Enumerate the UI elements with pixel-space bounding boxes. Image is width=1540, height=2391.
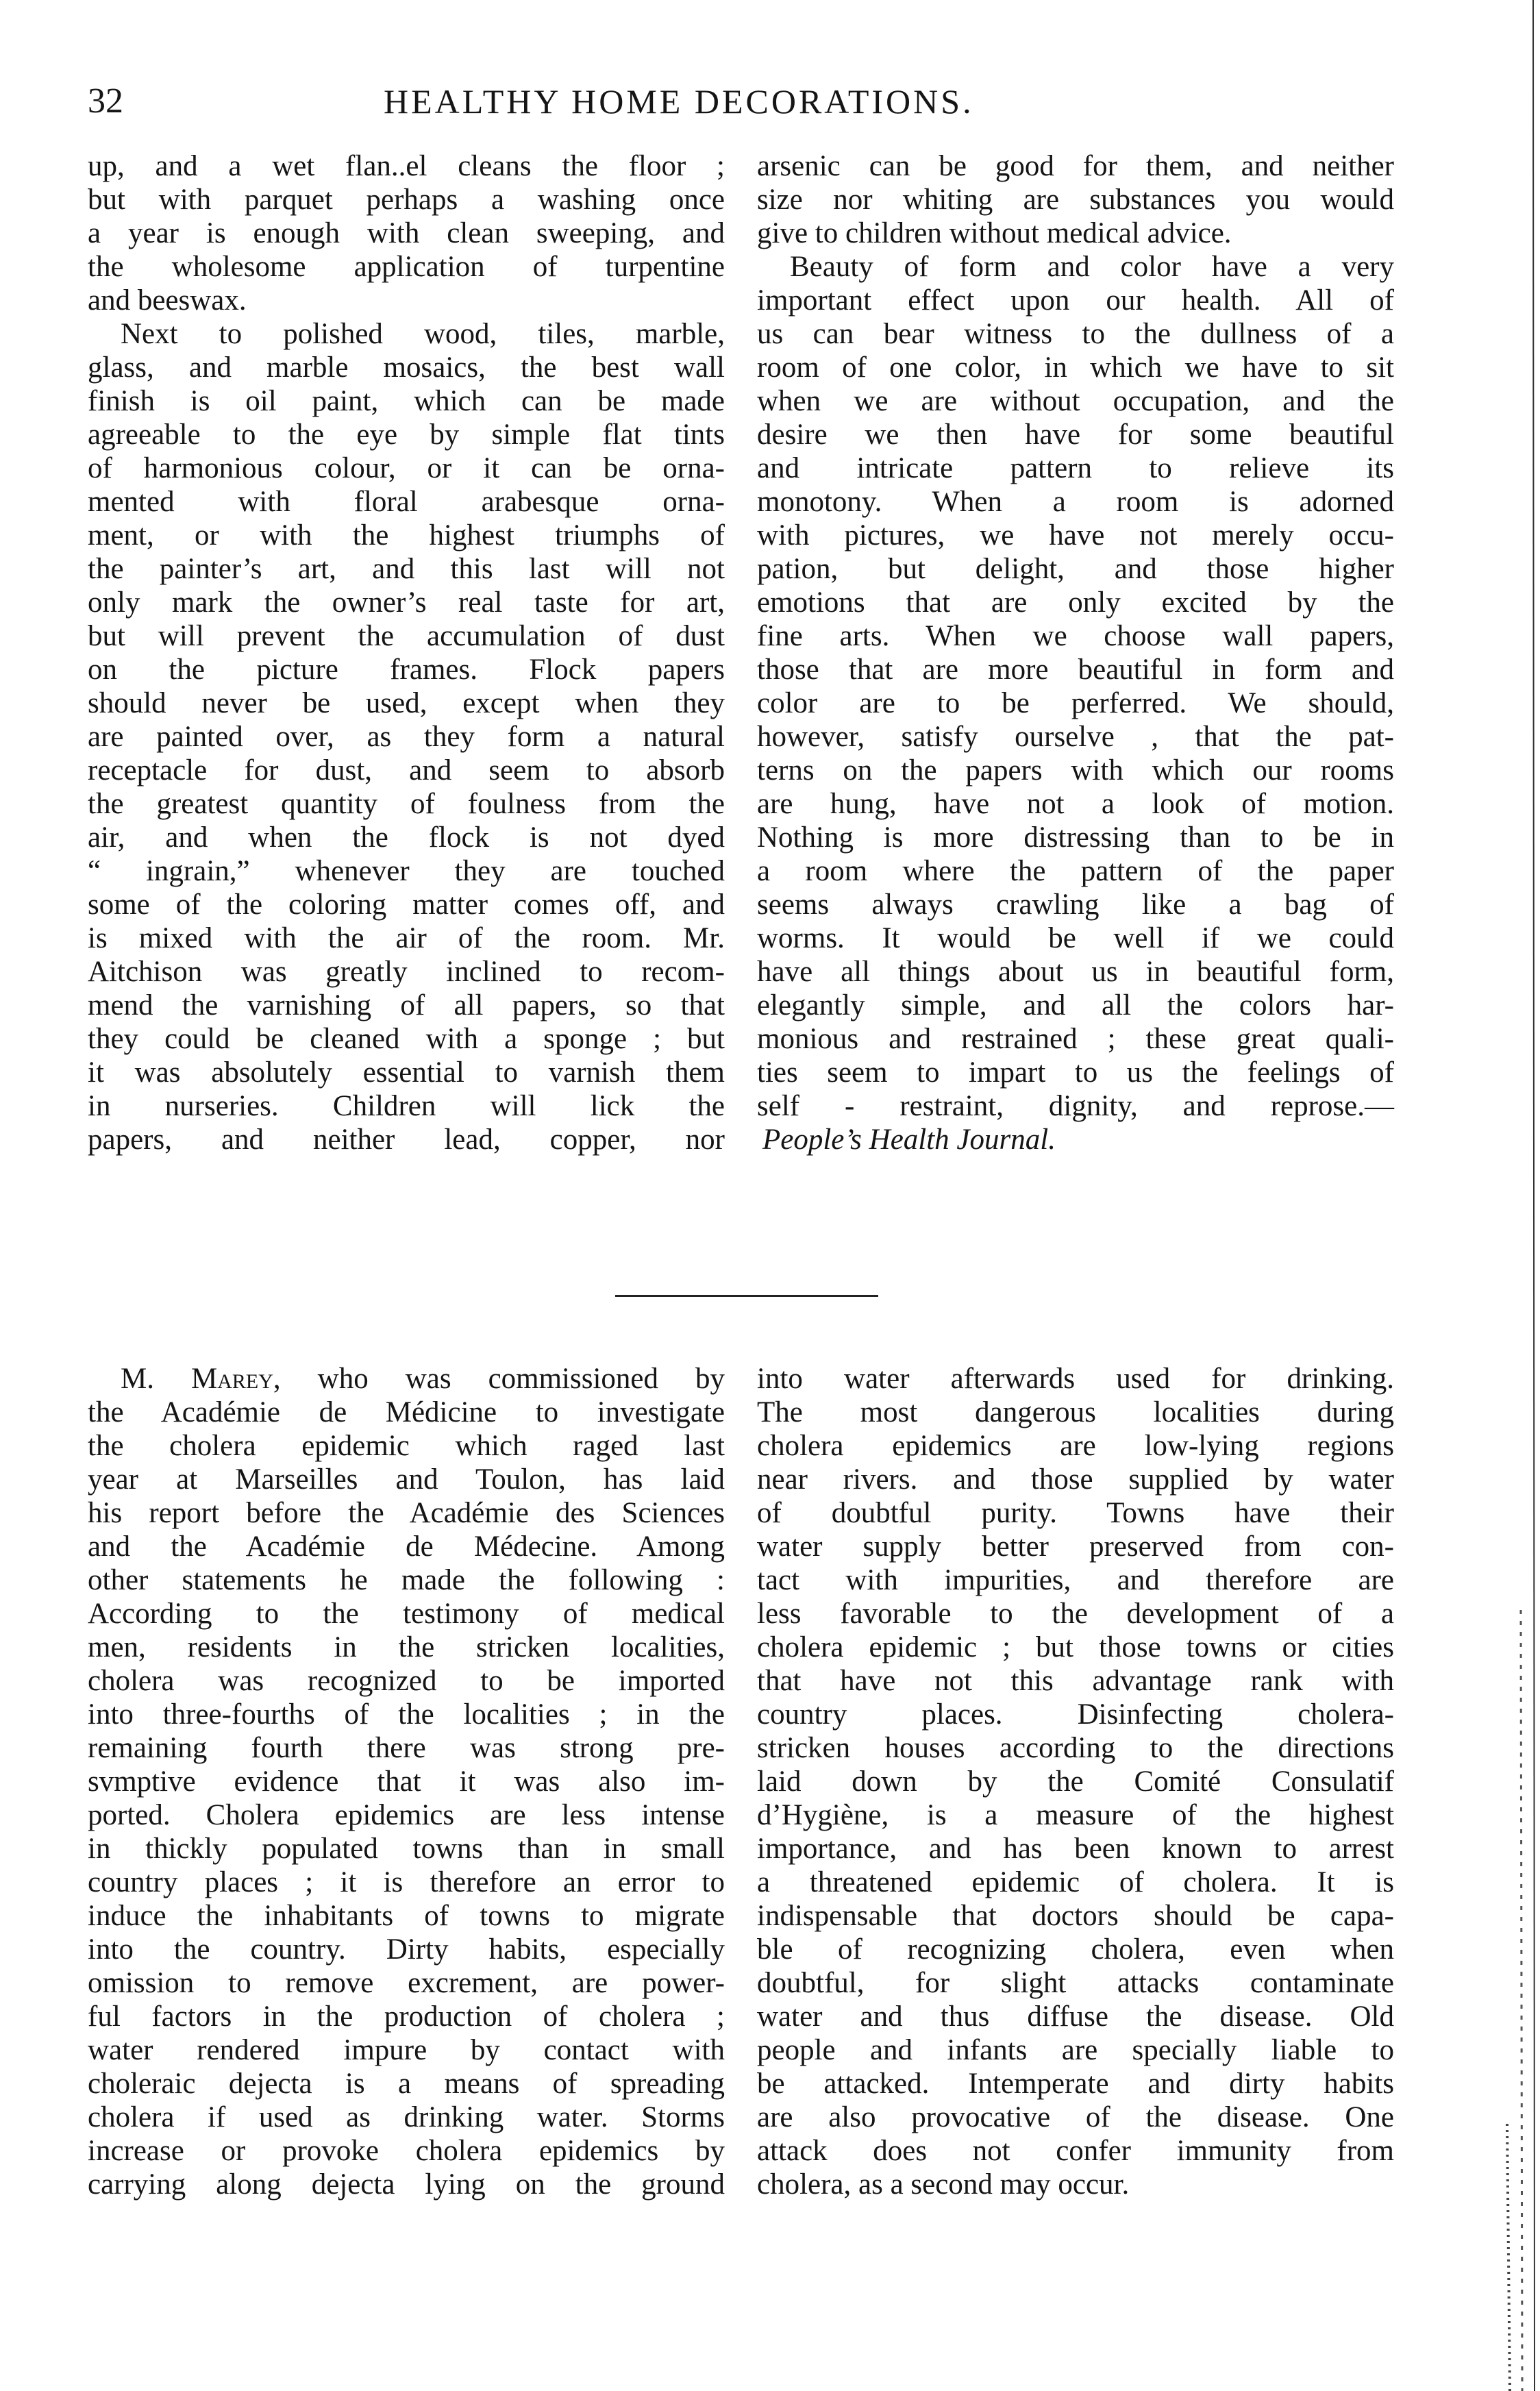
text-line: pation, but delight, and those higher	[757, 553, 1394, 585]
text-line: indispensable that doctors should be capa-	[757, 1900, 1394, 1932]
text-line: emotions that are only excited by the	[757, 586, 1394, 619]
text-line: with pictures, we have not merely occu-	[757, 519, 1394, 552]
text-line: but with parquet perhaps a washing once	[88, 184, 725, 216]
text-line: The most dangerous localities during	[757, 1396, 1394, 1428]
text-line: omission to remove excrement, are power-	[88, 1967, 725, 1999]
text-line: give to children without medical advice.	[757, 217, 1232, 249]
text-line: desire we then have for some beautiful	[757, 419, 1394, 451]
text-line: country places ; it is therefore an error to	[88, 1866, 725, 1898]
article-bottom-left-lines	[88, 1396, 725, 2201]
running-head: HEALTHY HOME DECORATIONS.	[384, 82, 974, 121]
text-line: doubtful, for slight attacks contaminate	[757, 1967, 1394, 1999]
text-line: in thickly populated towns than in small	[88, 1833, 725, 1865]
text-line: it was absolutely essential to varnish them	[88, 1056, 725, 1089]
article-bottom-left-column	[88, 1362, 725, 2201]
text-line: and beeswax.	[88, 284, 247, 317]
text-line: is mixed with the air of the room. Mr.	[88, 922, 725, 954]
text-line: country places. Disinfecting cholera-	[757, 1698, 1394, 1731]
text-line: room of one color, in which we have to sit	[757, 351, 1394, 384]
text-line: d’Hygiène, is a measure of the highest	[757, 1799, 1394, 1831]
text-line: receptacle for dust, and seem to absorb	[88, 754, 725, 786]
text-line: agreeable to the eye by simple flat tints	[88, 419, 725, 451]
text-line: water supply better preserved from con-	[757, 1531, 1394, 1563]
text-line: monotony. When a room is adorned	[757, 486, 1394, 518]
text-line: of doubtful purity. Towns have their	[757, 1497, 1394, 1529]
text-line: but will prevent the accumulation of dust	[88, 620, 725, 652]
text-line: elegantly simple, and all the colors har-	[757, 989, 1394, 1021]
page-number: 32	[88, 82, 123, 121]
text-line: size nor whiting are substances you would	[757, 184, 1394, 216]
text-line: attack does not confer immunity from	[757, 2135, 1394, 2167]
text-line: tact with impurities, and therefore are	[757, 1564, 1394, 1596]
text-line: increase or provoke cholera epidemics by	[88, 2135, 725, 2167]
text-line: the painter’s art, and this last will not	[88, 553, 725, 585]
text-line: mend the varnishing of all papers, so that	[88, 989, 725, 1021]
opening-name: Marey,	[190, 1363, 281, 1395]
text-line: cholera epidemic ; but those towns or cities	[757, 1631, 1394, 1663]
article-top-left-column	[88, 149, 725, 1156]
text-line: important effect upon our health. All of	[757, 284, 1394, 317]
text-line: they could be cleaned with a sponge ; but	[88, 1023, 725, 1055]
text-line: choleraic dejecta is a means of spreading	[88, 2068, 725, 2100]
opening-line	[88, 1362, 725, 1396]
text-line: monious and restrained ; these great quali-	[757, 1023, 1394, 1055]
text-line: that have not this advantage rank with	[757, 1665, 1394, 1697]
text-line: cholera was recognized to be imported	[88, 1665, 725, 1697]
text-line: papers, and neither lead, copper, nor	[88, 1124, 725, 1156]
text-line: Nothing is more distressing than to be in	[757, 821, 1394, 854]
text-line: cholera epidemics are low-lying regions	[757, 1430, 1394, 1462]
text-line: a room where the pattern of the paper	[757, 855, 1394, 887]
text-line: a threatened epidemic of cholera. It is	[757, 1866, 1394, 1898]
text-line: up, and a wet flan..el cleans the floor ;	[88, 150, 725, 182]
text-line: his report before the Académie des Sciences	[88, 1497, 725, 1529]
text-line: induce the inhabitants of towns to migrate	[88, 1900, 725, 1932]
text-line: laid down by the Comité Consulatif	[757, 1766, 1394, 1798]
text-line: self - restraint, dignity, and reprose.—	[757, 1090, 1394, 1122]
text-line: us can bear witness to the dullness of a	[757, 318, 1394, 350]
text-line: year at Marseilles and Toulon, has laid	[88, 1463, 725, 1496]
text-line: cholera, as a second may occur.	[757, 2168, 1130, 2201]
text-line: on the picture frames. Flock papers	[88, 654, 725, 686]
text-line: fine arts. When we choose wall papers,	[757, 620, 1394, 652]
text-line: in nurseries. Children will lick the	[88, 1090, 725, 1122]
text-line: glass, and marble mosaics, the best wall	[88, 351, 725, 384]
text-line: when we are without occupation, and the	[757, 385, 1394, 417]
text-line: are painted over, as they form a natural	[88, 721, 725, 753]
text-line: According to the testimony of medical	[88, 1598, 725, 1630]
text-line: near rivers. and those supplied by water	[757, 1463, 1394, 1496]
opening-text: who was commissioned by	[317, 1363, 725, 1395]
text-line: of harmonious colour, or it can be orna-	[88, 452, 725, 484]
text-line: water and thus diffuse the disease. Old	[757, 2000, 1394, 2033]
text-line: the Académie de Médicine to investigate	[88, 1396, 725, 1428]
article-bottom-right-column	[757, 1362, 1394, 2201]
article-top-right-column	[757, 149, 1394, 1156]
text-line: and intricate pattern to relieve its	[757, 452, 1394, 484]
text-line: people and infants are specially liable to	[757, 2034, 1394, 2066]
text-line: ful factors in the production of cholera ;	[88, 2000, 725, 2033]
text-line: svmptive evidence that it was also im-	[88, 1766, 725, 1798]
text-line: those that are more beautiful in form and	[757, 654, 1394, 686]
text-line: other statements he made the following :	[88, 1564, 725, 1596]
text-line: less favorable to the development of a	[757, 1598, 1394, 1630]
text-line: arsenic can be good for them, and neither	[757, 150, 1394, 182]
text-line: men, residents in the stricken localities,	[88, 1631, 725, 1663]
text-line: remaining fourth there was strong pre-	[88, 1732, 725, 1764]
text-line: a year is enough with clean sweeping, and	[88, 217, 725, 249]
text-line: Next to polished wood, tiles, marble,	[121, 318, 725, 350]
opening-initial: M.	[121, 1363, 154, 1395]
article-top-right-lines	[757, 149, 1394, 1123]
text-line: “ ingrain,” whenever they are touched	[88, 855, 725, 887]
text-line: Aitchison was greatly inclined to recom-	[88, 956, 725, 988]
text-line: some of the coloring matter comes off, and	[88, 889, 725, 921]
text-line: into water afterwards used for drinking.	[757, 1363, 1394, 1395]
citation: People’s Health Journal.	[762, 1124, 1056, 1156]
text-line: the cholera epidemic which raged last	[88, 1430, 725, 1462]
text-line: ties seem to impart to us the feelings of	[757, 1056, 1394, 1089]
text-line: are hung, have not a look of motion.	[757, 788, 1394, 820]
text-line: only mark the owner’s real taste for art,	[88, 586, 725, 619]
text-line: finish is oil paint, which can be made	[88, 385, 725, 417]
section-separator	[615, 1295, 878, 1297]
text-line: terns on the papers with which our rooms	[757, 754, 1394, 786]
text-line: importance, and has been known to arrest	[757, 1833, 1394, 1865]
text-line: be attacked. Intemperate and dirty habits	[757, 2068, 1394, 2100]
text-line: Beauty of form and color have a very	[790, 251, 1394, 283]
text-line: seems always crawling like a bag of	[757, 889, 1394, 921]
text-line: water rendered impure by contact with	[88, 2034, 725, 2066]
text-line: carrying along dejecta lying on the ground	[88, 2168, 725, 2201]
text-line: worms. It would be well if we could	[757, 922, 1394, 954]
text-line: color are to be perferred. We should,	[757, 687, 1394, 719]
text-line: the wholesome application of turpentine	[88, 251, 725, 283]
scan-margin-noise	[1480, 0, 1540, 2391]
text-line: the greatest quantity of foulness from the	[88, 788, 725, 820]
text-line: into three-fourths of the localities ; in the	[88, 1698, 725, 1731]
text-line: have all things about us in beautiful form,	[757, 956, 1394, 988]
text-line: cholera if used as drinking water. Storms	[88, 2101, 725, 2133]
text-line: air, and when the flock is not dyed	[88, 821, 725, 854]
text-line: stricken houses according to the directions	[757, 1732, 1394, 1764]
text-line: however, satisfy ourselve , that the pat-	[757, 721, 1394, 753]
text-line: ported. Cholera epidemics are less intense	[88, 1799, 725, 1831]
text-line: ble of recognizing cholera, even when	[757, 1933, 1394, 1966]
text-line: mented with floral arabesque orna-	[88, 486, 725, 518]
text-line: are also provocative of the disease. One	[757, 2101, 1394, 2133]
text-line: should never be used, except when they	[88, 687, 725, 719]
text-line: ment, or with the highest triumphs of	[88, 519, 725, 552]
text-line: and the Académie de Médecine. Among	[88, 1531, 725, 1563]
text-line: into the country. Dirty habits, especially	[88, 1933, 725, 1966]
